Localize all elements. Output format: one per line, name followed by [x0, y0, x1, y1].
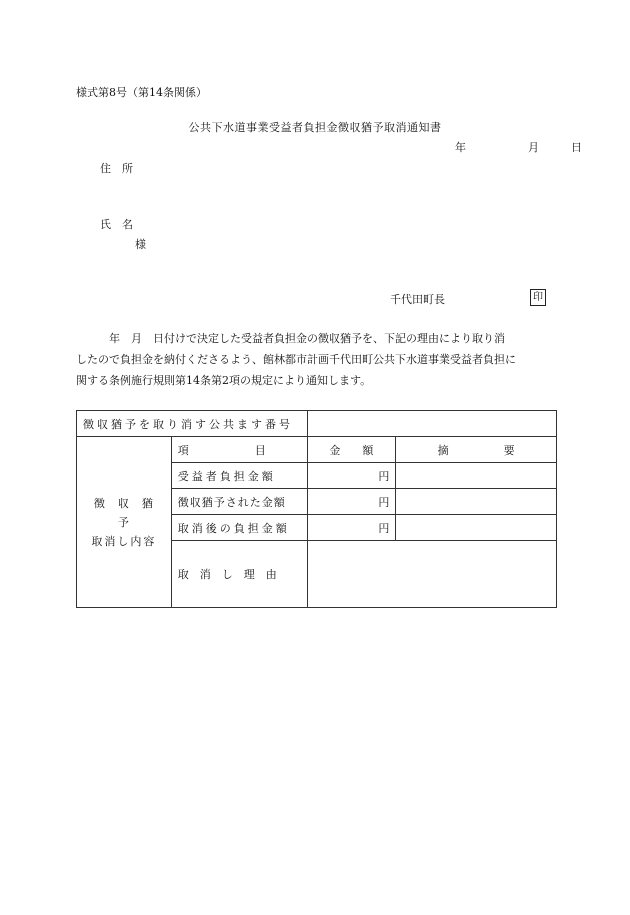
reason-label: 取 消 し 理 由 — [171, 541, 307, 608]
reason-cell — [307, 541, 556, 608]
body-line-1: 年 月 日付けで決定した受益者負担金の徴収猶予を、下記の理由により取り消 — [76, 332, 505, 345]
table-row-header — [77, 437, 557, 463]
date-month: 月 — [528, 141, 539, 154]
cancellation-table — [76, 410, 557, 608]
number-value-cell — [307, 411, 556, 437]
section-label-line-2: 取消し内容 — [91, 534, 157, 548]
amount-cell: 円 — [307, 463, 396, 489]
note-cell — [396, 515, 557, 541]
note-cell — [396, 463, 557, 489]
mayor-label: 千代田町長 — [390, 293, 445, 306]
notice-body — [76, 328, 560, 391]
row-item-label: 取消後の負担金額 — [171, 515, 307, 541]
section-label-line-1: 徴 収 猶 予 — [93, 496, 166, 529]
column-header-note: 摘 要 — [396, 437, 557, 463]
seal-mark-icon: 印 — [530, 289, 546, 306]
date-day: 日 — [571, 141, 582, 154]
table-row-number — [77, 411, 557, 437]
body-line-2: したので負担金を納付くださるよう、館林都市計画千代田町公共下水道事業受益者負担に — [76, 353, 516, 366]
document-title: 公共下水道事業受益者負担金徴収猶予取消通知書 — [188, 121, 442, 134]
form-number: 様式第8号（第14条関係） — [76, 86, 207, 99]
address-label: 住 所 — [100, 162, 133, 175]
name-label: 氏 名 — [100, 218, 133, 231]
date-line — [455, 141, 582, 155]
amount-cell: 円 — [307, 489, 396, 515]
amount-cell: 円 — [307, 515, 396, 541]
number-label: 徴収猶予を取り消す公共ます番号 — [77, 411, 308, 437]
body-line-3: 関する条例施行規則第14条第2項の規定により通知します。 — [76, 374, 372, 387]
honorific-label: 様 — [135, 238, 146, 251]
date-year: 年 — [455, 141, 466, 154]
row-item-label: 徴収猶予された金額 — [171, 489, 307, 515]
note-cell — [396, 489, 557, 515]
column-header-item: 項 目 — [171, 437, 307, 463]
row-item-label: 受益者負担金額 — [171, 463, 307, 489]
column-header-amount: 金 額 — [307, 437, 396, 463]
section-label — [77, 437, 172, 608]
